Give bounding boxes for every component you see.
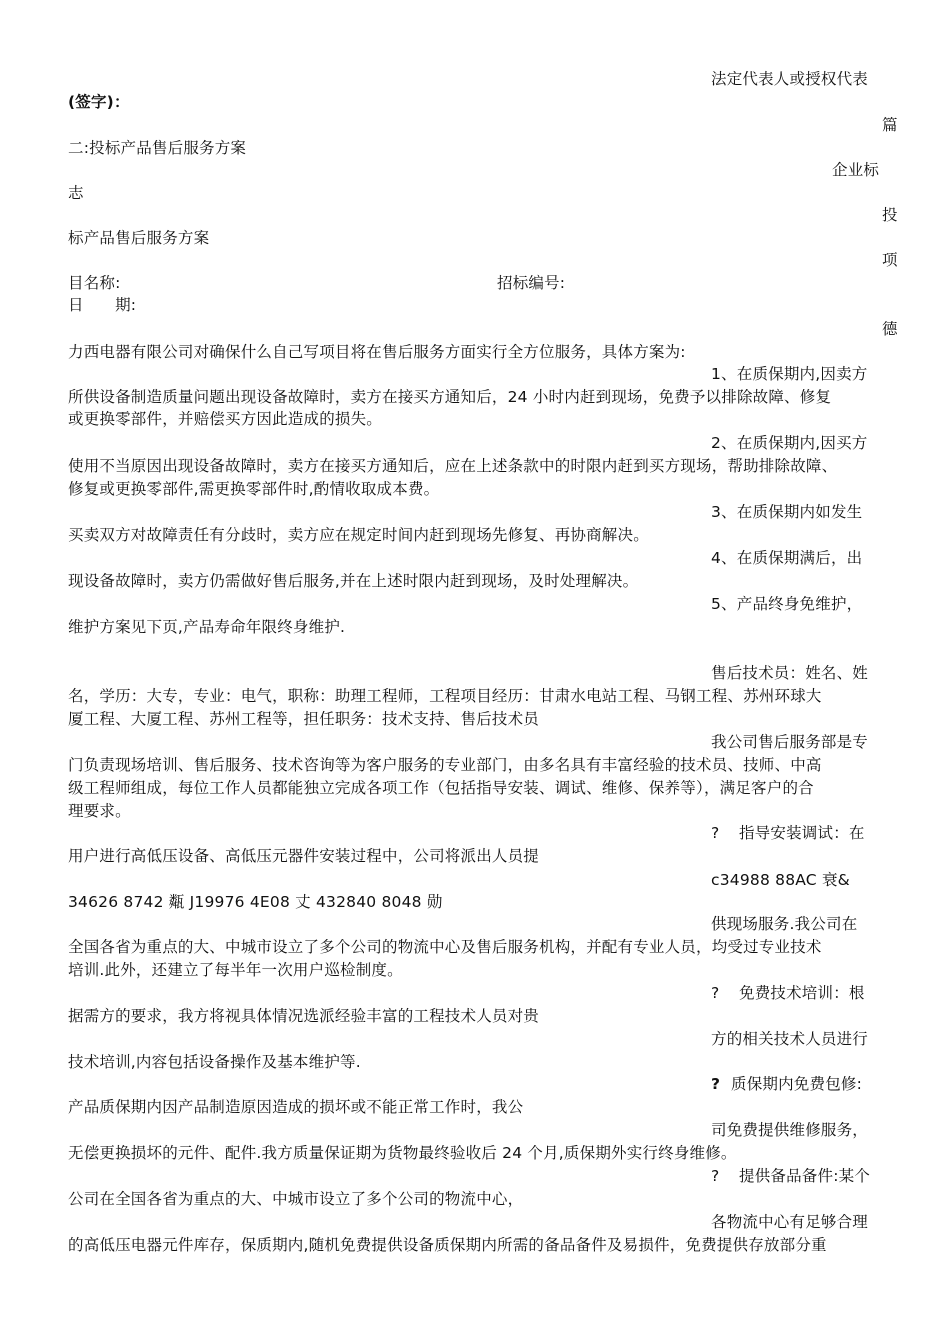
text-line: 3、在质保期内如发生 [711, 503, 863, 521]
text-line: (签字)： [68, 93, 130, 111]
bullet-mark: ? [711, 1167, 720, 1185]
bullet-mark: ? [711, 824, 720, 842]
text-line: 所供设备制造质量问题出现设备故障时，卖方在接买方通知后，24 小时内赶到现场，免费予以排除故障、修复 [68, 388, 832, 406]
text-line: 提供备品备件:某个 [739, 1167, 871, 1185]
text-line: 力西电器有限公司对确保什么自己写项目将在售后服务方面实行全方位服务，具体方案为: [68, 343, 686, 361]
text-line: 指导安装调试：在 [739, 824, 865, 842]
text-line: 德 [882, 320, 898, 338]
text-line: 公司在全国各省为重点的大、中城市设立了多个公司的物流中心， [68, 1190, 524, 1208]
text-line: 2、在质保期内,因买方 [711, 434, 868, 452]
text-line: 5、产品终身免维护， [711, 595, 863, 613]
text-line: 各物流中心有足够合理 [711, 1213, 869, 1231]
text-line: 我公司售后服务部是专 [711, 733, 869, 751]
text-line: 产品质保期内因产品制造原因造成的损坏或不能正常工作时，我公 [68, 1098, 524, 1116]
text-line: 理要求。 [68, 802, 131, 820]
text-line: 34626 8742 甐 J19976 4E08 丈 432840 8048 勋 [68, 893, 443, 911]
text-line: 买卖双方对故障责任有分歧时，卖方应在规定时间内赶到现场先修复、再协商解决。 [68, 526, 649, 544]
text-line: 售后技术员：姓名、姓 [711, 664, 869, 682]
text-line: 篇 [882, 116, 898, 134]
text-line: 技术培训,内容包括设备操作及基本维护等. [68, 1053, 361, 1071]
text-line: 的高低压电器元件库存，保质期内,随机免费提供设备质保期内所需的备品备件及易损件，免费提供存放部分重 [68, 1236, 827, 1254]
text-line: 培训.此外，还建立了每半年一次用户巡检制度。 [68, 961, 403, 979]
text-line: 级工程师组成，每位工作人员都能独立完成各项工作（包括指导安装、调试、维修、保养等），满足客户的合 [68, 779, 814, 797]
text-line: 投 [882, 206, 898, 224]
text-line: 1、在质保期内,因卖方 [711, 365, 868, 383]
text-line: 标产品售后服务方案 [68, 229, 210, 247]
text-line: 全国各省为重点的大、中城市设立了多个公司的物流中心及售后服务机构，并配有专业人员，均受过专业技术 [68, 938, 822, 956]
text-line: 据需方的要求，我方将视具体情况选派经验丰富的工程技术人员对贵 [68, 1007, 540, 1025]
text-line: 方的相关技术人员进行 [711, 1030, 869, 1048]
date-label: 日 期: [68, 296, 137, 314]
bullet-mark: ? [711, 984, 720, 1002]
text-line: 无偿更换损坏的元件、配件.我方质量保证期为货物最终验收后 24 个月,质保期外实行终身维修。 [68, 1144, 737, 1162]
text-line: 志 [68, 184, 84, 202]
text-line: 企业标 [832, 161, 880, 179]
text-line: 使用不当原因出现设备故障时，卖方在接买方通知后，应在上述条款中的时限内赶到买方现场，帮助排除故障、 [68, 457, 838, 475]
text-line: 用户进行高低压设备、高低压元器件安装过程中，公司将派出人员提 [68, 847, 540, 865]
text-line: 质保期内免费包修: [731, 1075, 863, 1093]
bullet-mark: ? [711, 1075, 721, 1093]
text-line: 修复或更换零部件,需更换零部件时,酌情收取成本费。 [68, 480, 440, 498]
text-line: c34988 88AC 衰& [711, 871, 850, 889]
text-line: 供现场服务.我公司在 [711, 915, 858, 933]
text-line: 法定代表人或授权代表 [711, 70, 869, 88]
text-line: 名，学历：大专，专业：电气，职称：助理工程师，工程项目经历：甘肃水电站工程、马钢工程、苏州环球大 [68, 687, 822, 705]
text-line: 司免费提供维修服务， [711, 1121, 869, 1139]
text-line: 厦工程、大厦工程、苏州工程等，担任职务：技术支持、售后技术员 [68, 710, 540, 728]
section-heading: 二:投标产品售后服务方案 [68, 139, 247, 157]
text-line: 项 [882, 251, 898, 269]
project-name-label: 目名称: [68, 274, 121, 292]
text-line: 维护方案见下页,产品寿命年限终身维护. [68, 618, 346, 636]
text-line: 现设备故障时，卖方仍需做好售后服务,并在上述时限内赶到现场，及时处理解决。 [68, 572, 639, 590]
text-line: 4、在质保期满后，出 [711, 549, 863, 567]
text-line: 门负责现场培训、售后服务、技术咨询等为客户服务的专业部门，由多名具有丰富经验的技术员、技师、中高 [68, 756, 822, 774]
bid-number-label: 招标编号: [497, 274, 566, 292]
text-line: 或更换零部件，并赔偿买方因此造成的损失。 [68, 410, 383, 428]
text-line: 免费技术培训：根 [739, 984, 865, 1002]
